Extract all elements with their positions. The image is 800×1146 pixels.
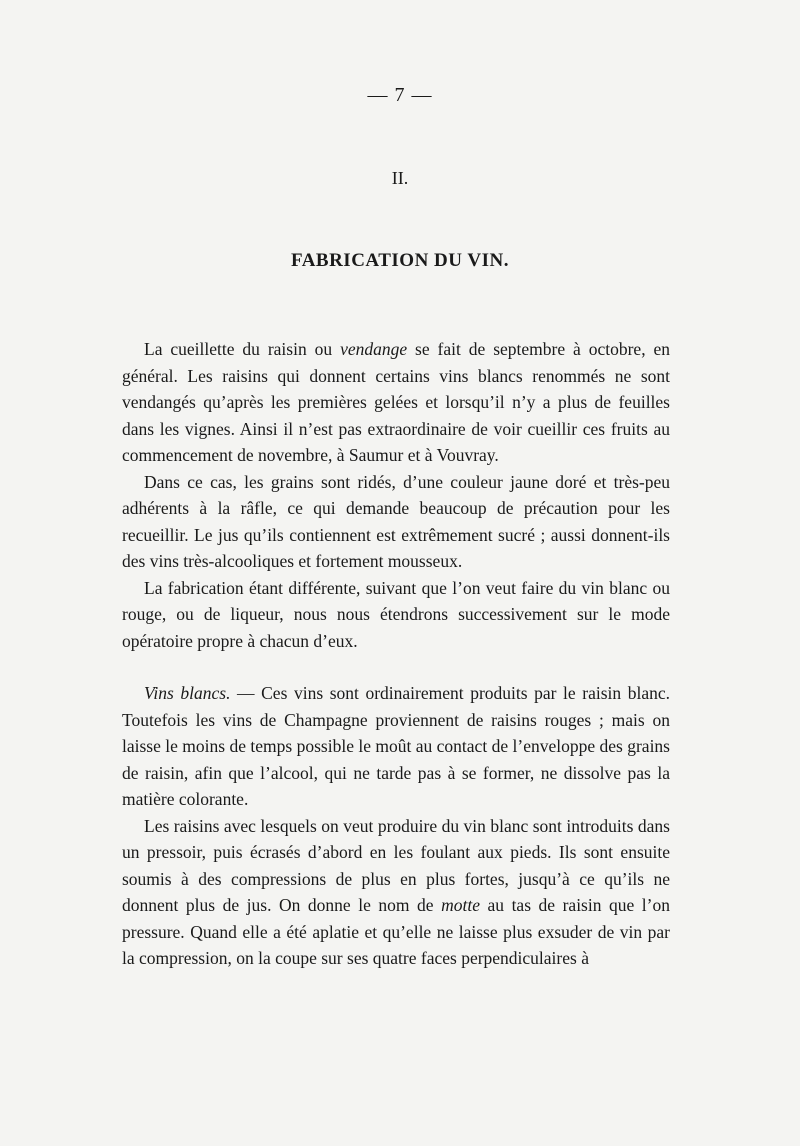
- paragraph-grains: Dans ce cas, les grains sont ridés, d’une couleur jaune doré et très-peu adhérents à la râfle, ce qui demande beaucoup de précaution pour les recueillir. Le jus qu’ils contiennent est extrêmement sucré ; aussi donnent-ils des vins très-alcooliques et fortement mousseux.: [122, 471, 670, 571]
- paragraph-vendange: La cueillette du raisin ou vendange se fait de septembre à octobre, en général. Les raisins qui donnent certains vins blancs renommés ne sont vendangés qu’après les premières gelées et lorsqu’il n’y a plus de feuilles dans les vignes. Ainsi il n’est pas extraordinaire de voir cueillir ces fruits au commencement de novembre, à Saumur et à Vouvray.: [122, 339, 671, 465]
- term-vendange: vendange: [340, 339, 408, 359]
- paragraph-pressoir: Les raisins avec lesquels on veut produire du vin blanc sont introduits dans un pressoir, puis écrasés d’abord en les foulant aux pieds. Ils sont ensuite soumis à des compressions de plus en plus fortes, jusqu’à ce qu’ils ne donnent plus de jus. On donne le nom de motte au tas de raisin que l’on pressure. Quand elle a été aplatie et qu’elle ne laisse plus exsuder de vin par la compression, on la coupe sur ses quatre faces perpendiculaires à: [122, 815, 671, 968]
- section-title: FABRICATION DU VIN.: [291, 250, 509, 271]
- term-vins-blancs: Vins blancs.: [144, 683, 231, 703]
- term-motte: motte: [441, 895, 480, 915]
- paragraph-fabrication: La fabrication étant différente, suivant que l’on veut faire du vin blanc ou rouge, ou de liqueur, nous nous étendrons successivement sur le mode opératoire propre à chacun d’eux.: [122, 577, 670, 651]
- section-number: II.: [391, 168, 409, 188]
- paragraph-vins-blancs: Vins blancs. — Ces vins sont ordinairement produits par le raisin blanc. Toutefois les vins de Champagne proviennent de raisins rouges ; mais on laisse le moins de temps possible le moût au contact de l’enveloppe des grains de raisin, afin que l’alcool, qui ne tarde pas à se former, ne dissolve pas la matière colorante.: [122, 683, 670, 809]
- body-text: [122, 336, 670, 972]
- page-number: — 7 —: [367, 84, 433, 106]
